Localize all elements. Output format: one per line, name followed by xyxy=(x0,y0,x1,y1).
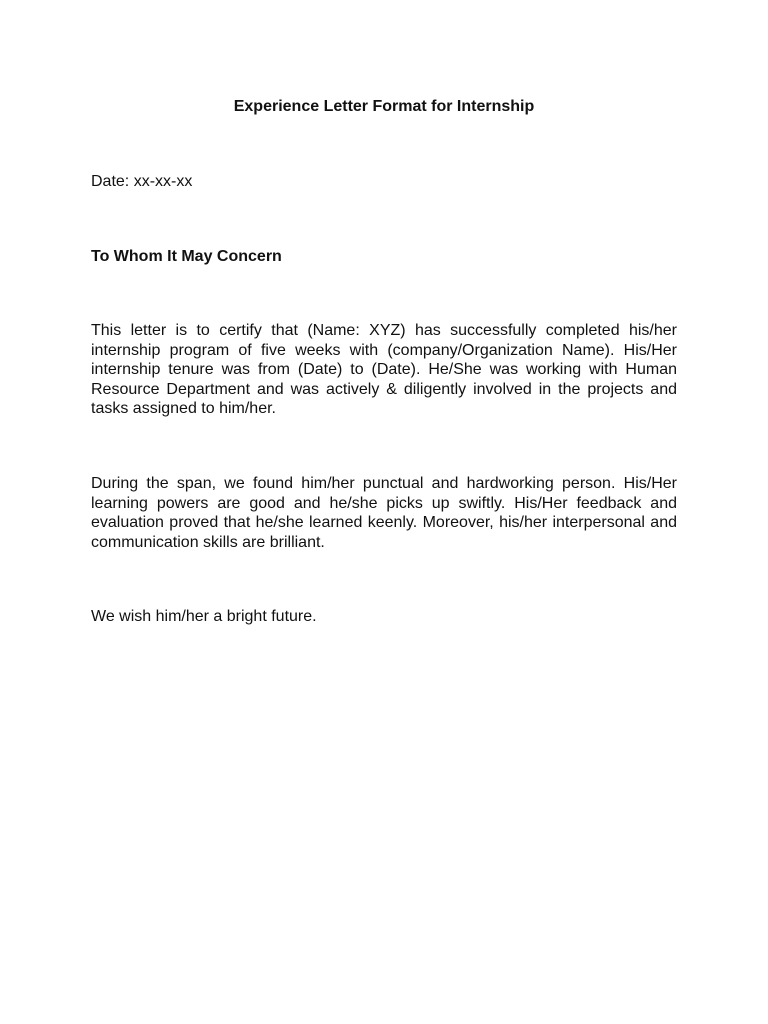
letter-paragraph: During the span, we found him/her punctual and hardworking person. His/Her learning powers are good and he/she picks up swiftly. His/Her feedback and evaluation proved that he/she learned keenly. Moreover, his/her interpersonal and communication skills are brilliant. xyxy=(91,475,677,551)
letter-paragraph: This letter is to certify that (Name: XYZ) has successfully completed his/her internship program of five weeks with (company/Organization Name). His/Her internship tenure was from (Date) to (Date). He/She was working with Human Resource Department and was actively & diligently involved in the projects and tasks assigned to him/her. xyxy=(91,322,677,417)
letter-date: Date: xx-xx-xx xyxy=(91,173,193,190)
letter-salutation: To Whom It May Concern xyxy=(91,248,282,265)
letter-title: Experience Letter Format for Internship xyxy=(233,98,535,115)
letter-closing: We wish him/her a bright future. xyxy=(91,608,317,625)
